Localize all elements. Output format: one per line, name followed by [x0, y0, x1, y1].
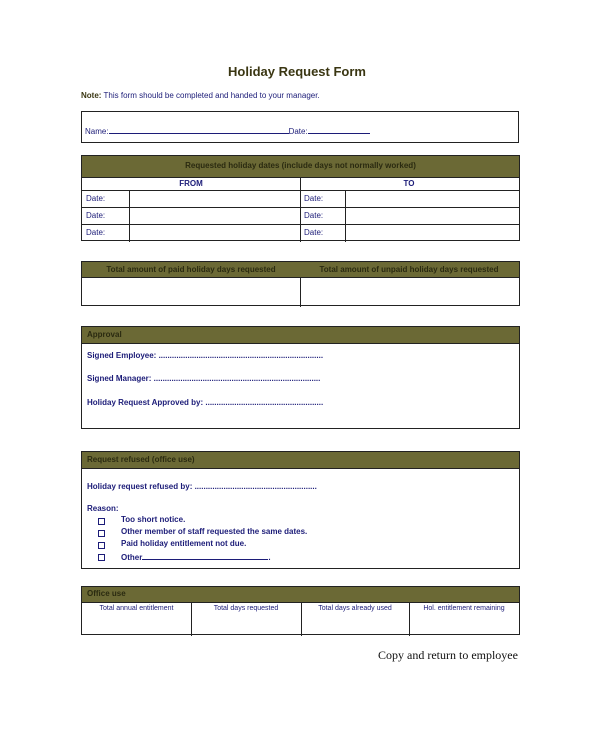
to-date-input-1[interactable]	[346, 191, 518, 207]
total-days-requested-header: Total days requested	[213, 605, 279, 612]
date-label: Date:	[288, 127, 308, 136]
from-date-input-2[interactable]	[130, 208, 300, 224]
to-date-label-3: Date:	[304, 228, 324, 237]
checkbox-entitlement-not-due[interactable]	[98, 542, 105, 549]
office-use-header: Office use	[82, 587, 519, 603]
reason-other: Other	[121, 553, 143, 562]
checkbox-too-short-notice[interactable]	[98, 518, 105, 525]
refused-header: Request refused (office use)	[82, 452, 519, 469]
from-date-input-3[interactable]	[130, 225, 300, 241]
from-date-label-1: Date:	[86, 194, 106, 203]
approved-by-field[interactable]: Holiday Request Approved by: .....................................................	[87, 398, 324, 407]
name-date-box	[81, 111, 519, 143]
reason-entitlement-not-due: Paid holiday entitlement not due.	[121, 539, 247, 548]
to-date-label-1: Date:	[304, 194, 324, 203]
unpaid-days-input[interactable]	[301, 278, 518, 305]
signed-employee-field[interactable]: Signed Employee: ..........................................................................	[87, 351, 324, 360]
note-label: Note:	[81, 91, 102, 100]
reason-too-short-notice: Too short notice.	[121, 515, 186, 524]
reason-staff-same-dates: Other member of staff requested the same dates.	[121, 527, 308, 536]
to-date-input-2[interactable]	[346, 208, 518, 224]
footer-note: Copy and return to employee	[378, 648, 518, 662]
from-header: FROM	[179, 179, 203, 188]
signed-manager-field[interactable]: Signed Manager: ...........................................................................	[87, 374, 321, 383]
from-date-label-3: Date:	[86, 228, 106, 237]
totals-table	[81, 261, 520, 306]
from-date-label-2: Date:	[86, 211, 106, 220]
request-refused-section: Request refused (office use) Holiday request refused by: ....................................................... Reason: Too short notice. Other member of staff requested the same dates. Paid holiday entitlement not due. Other .	[81, 451, 520, 569]
date-field[interactable]	[308, 125, 370, 134]
total-days-used-header: Total days already used	[318, 605, 392, 612]
paid-days-input[interactable]	[82, 278, 300, 305]
from-date-input-1[interactable]	[130, 191, 300, 207]
office-use-table	[81, 586, 520, 635]
name-field[interactable]	[109, 125, 289, 134]
total-annual-entitlement-header: Total annual entitlement	[99, 605, 174, 612]
refused-by-field[interactable]: Holiday request refused by: .......................................................	[87, 482, 317, 491]
note-text: This form should be completed and handed to your manager.	[101, 91, 320, 100]
to-date-label-2: Date:	[304, 211, 324, 220]
name-label: Name:	[85, 127, 109, 136]
to-header: TO	[403, 179, 415, 188]
entitlement-remaining-header: Hol. entitlement remaining	[423, 605, 505, 612]
note	[81, 91, 320, 100]
paid-days-header: Total amount of paid holiday days requested	[106, 265, 276, 274]
to-date-input-3[interactable]	[346, 225, 518, 241]
checkbox-staff-same-dates[interactable]	[98, 530, 105, 537]
other-reason-field[interactable]	[142, 551, 268, 560]
page-title: Holiday Request Form	[228, 64, 366, 79]
checkbox-other[interactable]	[98, 554, 105, 561]
approval-header: Approval	[82, 327, 519, 344]
reason-label: Reason:	[87, 504, 119, 513]
dates-table-header: Requested holiday dates (include days not normally worked)	[82, 156, 519, 178]
unpaid-days-header: Total amount of unpaid holiday days requested	[319, 265, 499, 274]
approval-section	[81, 326, 520, 429]
requested-dates-table	[81, 155, 520, 241]
